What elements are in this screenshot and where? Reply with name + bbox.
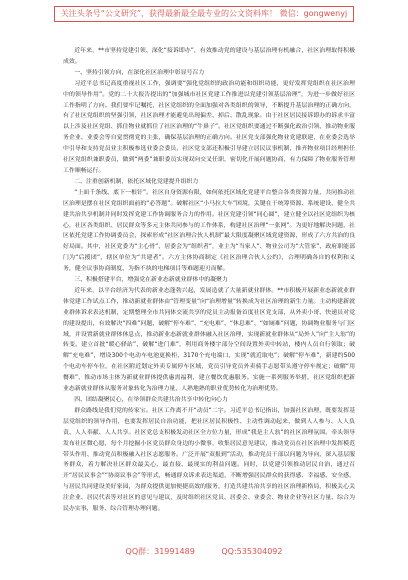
- section-heading-1: 一、坚持引领方向，在深化社区治理中彰显号召力: [74, 69, 205, 76]
- section-paragraph-1: 习近平总书记高度重视社区工作，强调要“强化党组织的政治功能和组织功能，更好发挥党组织在社区治理中的领导作用”。党的二十大报告提出的“加强城市社区党建工作推进以党建引领基层治理”，为进一步做好社区工作指明了方向。我们要牢记嘱托，社区党组织的全面加强对各类组织的领导，不断提升基层治理的正确方向，有了社区党组织的坚强引领，社区治理才能避免出现偏差、掉后、散乱现象。由于社区居民接诉即办的诉求丰富以上涉及社区党组、抓住物业就抓住了社区治理的“牛鼻子”。社区党组织要通过不断强化政治引领，推动物业服务企业、业委会等自觉贯彻党的主张，确保基层治理的正确方向。社区党支部强化物业党建联建，在业委会选举中引导和支持党员业主积极参选业委会委员，社区党支部还积极引导建立居民议事机制，推齐物业项目经理担任社区党组织兼职委员，做到“两委”兼职委员实现双向交叉任职，密切化开展问题协商，有力保障了物业服务管理工作顺畅运行。: [63, 80, 355, 174]
- section-paragraph-4: 群众路线是我们党的传家宝。社区工作离不开“动员“二字。习近平总书记指出，加强社区治理，既要发挥基层党组织的领导作用，也要发挥居民自治功能，把社区居民积极性、主动性调动起来，做到人人参与、人人负责、人人奉献、人人共享。社区党总支积极发动社区全方位力量，形成“我是主人翁”的社区治理氛围。牵头领导发布社区微心愿，每个月挖掘小区党员群众身边的小微事，收集居民意见建议，推动党员在社区治理中发挥模范带头作用、推动党员积极融入社区志愿服务。广泛开展“双报到”活动，推动党员干部以问题为导向，深入基层服务群众，着力解决社区群众最关心、最直接、最现实的利益问题。同时，以党建引领推动居民自治，通过召开“居民议事会”“协商议事会”等形式，畅通群众诉求表达渠道，不断增强居民群众的获得感、幸福感、安全感，与居民共同建设美好家园，为群众提供更加便捷高效的服务，打造共建共治共享的社区治理新格局，积极关心关注企业、居民代表等对社区的意见与建议，及时组织社区党员、居委会、业委会、物业企业等社区力量、综合为民办实事，服务、综合管理办理问题。: [63, 407, 355, 513]
- section-paragraph-2: “上面千条线、底下一根针”。社区自身资源有限，如何依托区域化党建平台整合各类资源力量、共同推动社区治理是摆在社区党组织面前的“必答题”。破解社区“小马拉大车”困境，关键在于统筹资源、系统建设，健全共建共治共享机制并同时发挥党建工作协调服务合力的作用。社区党建引领“同心圆”，建立健全以社区党组织为核心，社区各类组织、居民群众等多元主体共同参与的工作体系，构建社区治理“一张网”。为更好地解决问题，社区依托党建工作协调委员会，探索形成“社区治理合伙人机制”最大限度凝聚区域党建资源，形成了六方共治的良好局面。其中，社区党委为“主心骨”，居委会为“组织者”，业主为“当家人”、物业公司为“大管家”、政府职能部门为“后援团”，辖区单位为“共建者”。六方主体协商制定《社区治理合伙人公约》，合理明确各自的权利和义务，健全议事协商制度，为指不执的电梯项目等难题迎刃而解。: [63, 189, 355, 273]
- document-body: [63, 46, 355, 515]
- section-paragraph-3: 近年来，以平台经济为代表的新业态蓬勃兴起，发展造就了大量新就业群体。**市积极开展新业态新就业群体党建工作试点工作，推动新就业群体由“管理变量”向“治理增量”转换成为社区治理的新生力量。主动构建新就业群体诉求表达机制，定期整理全市共同体交流共享的党员主动报备首度社区党支部，从外卖小哥、快递员对党的建设提出，有效解决“四难”问题，破解“停车难”、“充电难”、“休息难”、“如厕难”问题，协调物业服务与门区域，并设置新就业群体休息点，推动新业态新就业群体融入社区治理，实现新就业群体从“局外人”向“主人翁”的转变。建立首批“暖心驿站”，破解“进门难”，利用商务楼宇部分空间设置外卖中转站，楼内人员自行领取；破解“充电难”，增设300个电动车电池更换柜，3170个充电端口，实现“就近取电”；破解“停车难”，新建约500个电动车停车位，在社区附近划定外卖专属停车区域，党员引导党员外卖骑手志愿带头遵守停车规定；破解“用餐难”，推动市场主体为新就业群体提供惠需福利，建立餐饮优惠服务。实施一系列服务举措，社区党组织把新业态新就业群体从服务对象转化为治理力量，人熟地熟的职业优势转化为治理优势。: [63, 287, 355, 393]
- section-heading-3: 三、积极搭建平台，增强党在新业态新就业群体中的凝聚力: [74, 277, 228, 284]
- section-heading-4: 四、团结凝聚民心，在举领群众共建共治共享中转化向心力: [74, 397, 228, 403]
- section-heading-2: 二、注重创新机制，依托区域化党建提升组织力: [74, 178, 199, 185]
- top-promo-banner: [0, 0, 408, 30]
- promo-banner-text: 关注头条号“公文研究”，获得最新最全最专业的公文资料库！ 微信：gongwenyj: [54, 6, 354, 22]
- qq-group-text: QQ群：31991489: [125, 547, 195, 556]
- qq-number-text: QQ:535304092: [221, 547, 283, 556]
- intro-paragraph: 近年来，**市坚持党建引领、深化“接诉即办”，有效推动党的建设与基层治理有机融合，社区治理取得积极成效。: [63, 48, 355, 65]
- contact-footer: [0, 545, 408, 559]
